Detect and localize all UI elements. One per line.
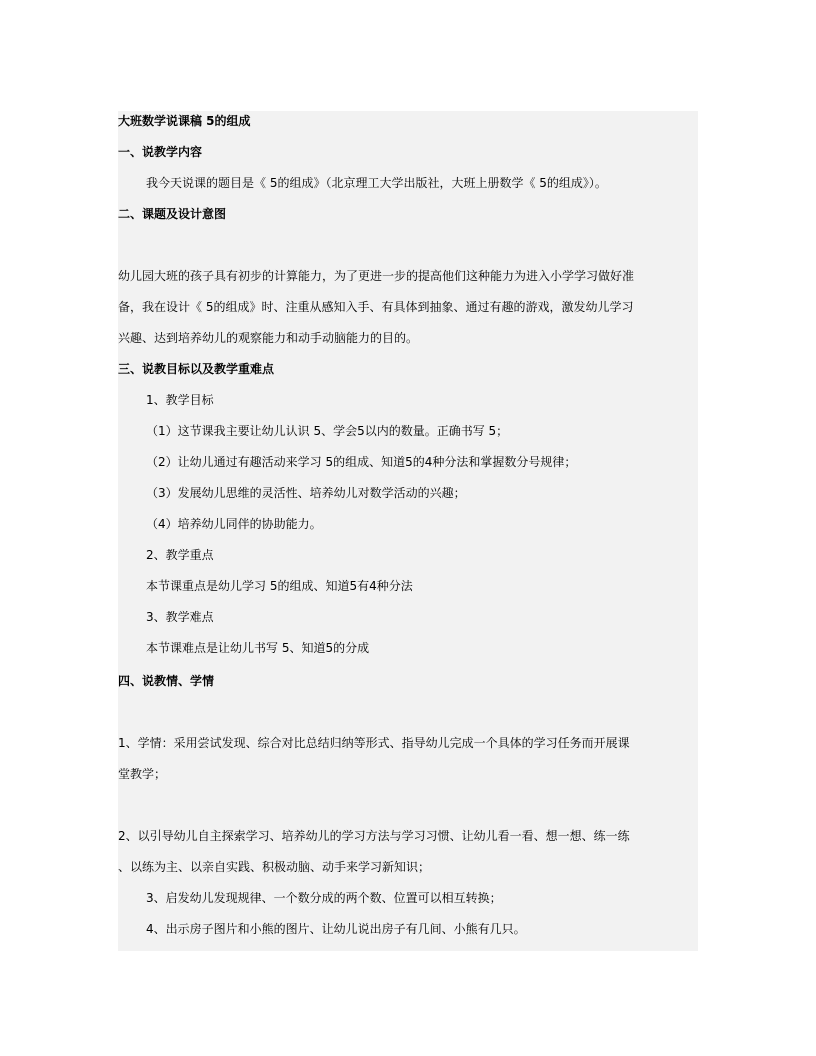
paragraph-line: 堂教学； [118,767,167,781]
paragraph-line: 3、教学难点 [146,610,214,624]
paragraph-line: 幼儿园大班的孩子具有初步的计算能力，为了更进一步的提高他们这种能力为进入小学学习做好准 [118,269,635,283]
section-heading: 一、说教学内容 [118,145,203,159]
paragraph-line: 1、学情：采用尝试发现、综合对比总结归纳等形式、指导幼儿完成一个具体的学习任务而开展课 [118,736,630,750]
paragraph-line: （3）发展幼儿思维的灵活性、培养幼儿对数学活动的兴趣； [146,486,466,500]
section-heading: 二、课题及设计意图 [118,207,227,221]
document-page [118,111,698,951]
paragraph-line: 备，我在设计《 5的组成》时、注重从感知入手、有具体到抽象、通过有趣的游戏，激发幼儿学习 [118,300,634,314]
paragraph-line: 1、教学目标 [146,393,214,407]
section-heading: 四、说教情、学情 [118,674,215,688]
paragraph-line: 2、教学重点 [146,548,214,562]
paragraph-line: 我今天说课的题目是《 5的组成》（北京理工大学出版社，大班上册数学《 5的组成》）。 [146,176,607,190]
paragraph-line: 、以练为主、以亲自实践、积极动脑、动手来学习新知识； [118,860,431,874]
paragraph-line: 3、启发幼儿发现规律、一个数分成的两个数、位置可以相互转换； [146,891,502,905]
paragraph-line: 兴趣、达到培养幼儿的观察能力和动手动脑能力的目的。 [118,331,419,345]
document-title: 大班数学说课稿 5的组成 [118,114,251,128]
paragraph-line: （1）这节课我主要让幼儿认识 5、学会5以内的数量。正确书写 5； [146,424,509,438]
paragraph-line: （2）让幼儿通过有趣活动来学习 5的组成、知道5的4种分法和掌握数分号规律； [146,455,577,469]
paragraph-line: 本节课重点是幼儿学习 5的组成、知道5有4种分法 [146,579,413,593]
paragraph-line: 本节课难点是让幼儿书写 5、知道5的分成 [146,641,370,655]
section-heading: 三、说教目标以及教学重难点 [118,362,275,376]
paragraph-line: 4、出示房子图片和小熊的图片、让幼儿说出房子有几间、小熊有几只。 [146,922,526,936]
paragraph-line: 2、以引导幼儿自主探索学习、培养幼儿的学习方法与学习习惯、让幼儿看一看、想一想、练一练 [118,829,630,843]
paragraph-line: （4）培养幼儿同伴的协助能力。 [146,517,322,531]
